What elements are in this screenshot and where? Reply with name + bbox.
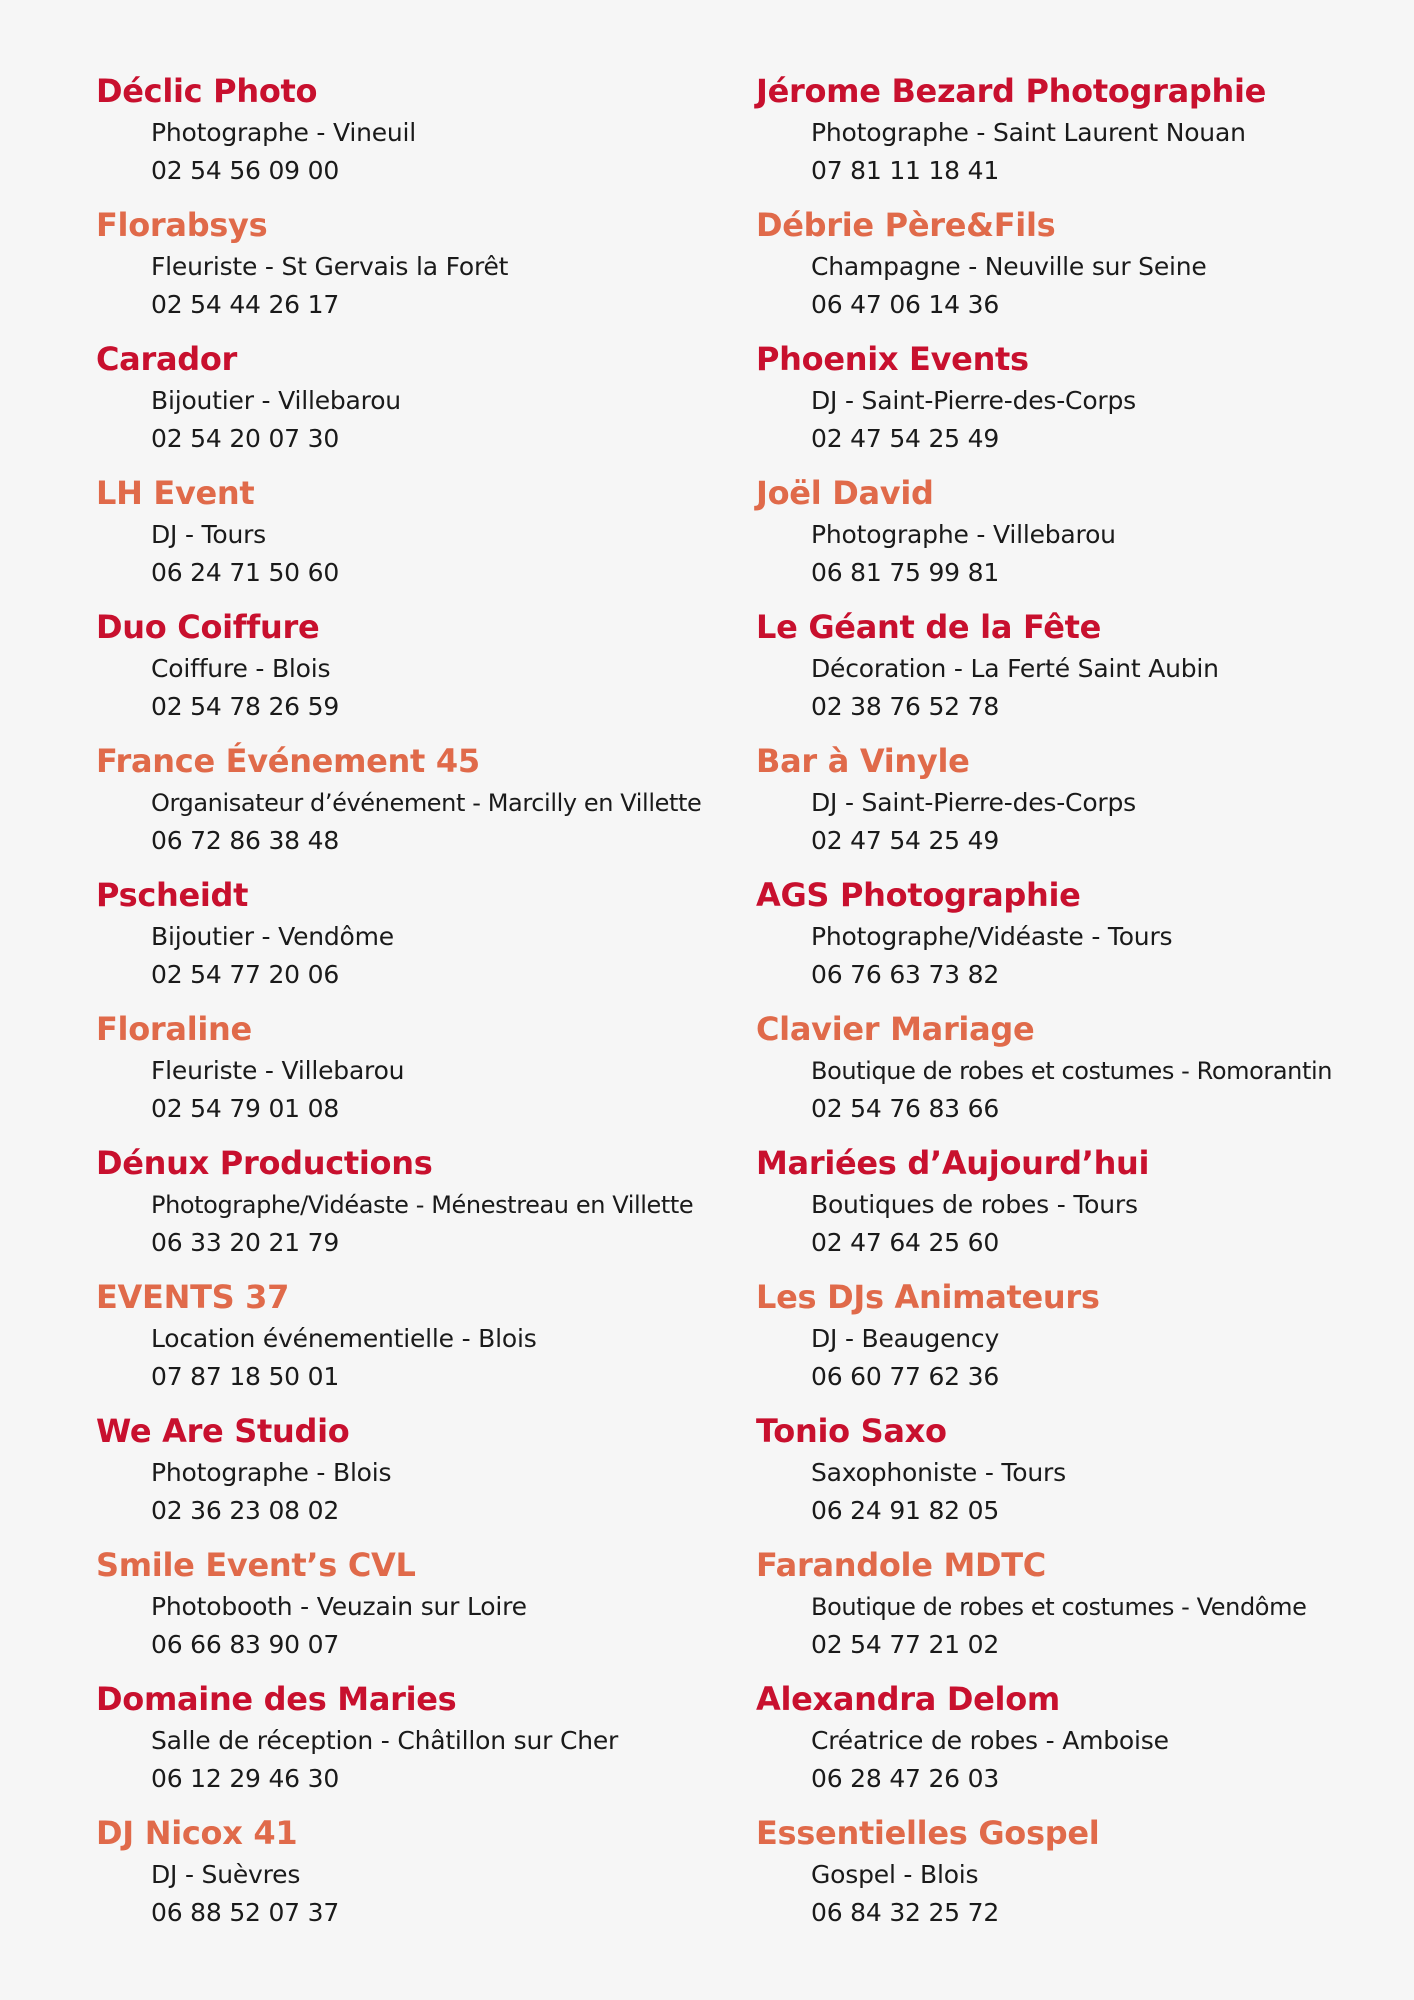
vendor-description: Bijoutier - Villebarou [151,386,401,415]
vendor-name: LH Event [96,474,255,512]
vendor-name: Florabsys [96,206,268,244]
vendor-description: Fleuriste - Villebarou [151,1056,405,1085]
vendor-entry [756,336,1396,470]
left-column [96,68,746,1944]
vendor-phone: 06 24 91 82 05 [811,1496,1000,1525]
vendor-entry [96,738,746,872]
vendor-name: We Are Studio [96,1412,350,1450]
vendor-description: Saxophoniste - Tours [811,1458,1066,1487]
vendor-entry [96,1810,746,1944]
right-column [756,68,1396,1944]
vendor-phone: 06 81 75 99 81 [811,558,1000,587]
vendor-name: Débrie Père&Fils [756,206,1056,244]
vendor-entry [96,68,746,202]
vendor-description: Boutique de robes et costumes - Romorantin [811,1057,1333,1085]
vendor-name: Tonio Saxo [756,1412,947,1450]
vendor-entry [96,202,746,336]
vendor-phone: 02 54 44 26 17 [151,290,340,319]
vendor-entry [756,1274,1396,1408]
vendor-phone: 02 47 64 25 60 [811,1228,1000,1257]
vendor-name: Carador [96,340,238,378]
vendor-description: Coiffure - Blois [151,654,331,683]
vendor-name: Smile Event’s CVL [96,1546,416,1584]
vendor-description: DJ - Saint-Pierre-des-Corps [811,386,1136,415]
vendor-phone: 02 54 78 26 59 [151,692,340,721]
vendor-description: Créatrice de robes - Amboise [811,1726,1169,1755]
vendor-name: Clavier Mariage [756,1010,1035,1048]
vendor-phone: 06 33 20 21 79 [151,1228,340,1257]
vendor-description: DJ - Tours [151,520,267,549]
vendor-entry [756,470,1396,604]
vendor-description: DJ - Suèvres [151,1860,301,1889]
vendor-description: Photographe - Blois [151,1458,392,1487]
vendor-description: DJ - Saint-Pierre-des-Corps [811,788,1136,817]
vendor-description: Fleuriste - St Gervais la Forêt [151,252,509,281]
vendor-description: Photographe/Vidéaste - Ménestreau en Villette [151,1191,694,1219]
vendor-phone: 07 87 18 50 01 [151,1362,340,1391]
vendor-phone: 02 54 79 01 08 [151,1094,340,1123]
vendor-phone: 06 72 86 38 48 [151,826,340,855]
vendor-name: Jérome Bezard Photographie [756,72,1267,110]
vendor-entry [96,1274,746,1408]
vendor-description: Bijoutier - Vendôme [151,922,394,951]
vendor-description: DJ - Beaugency [811,1324,1000,1353]
vendor-description: Salle de réception - Châtillon sur Cher [151,1726,619,1755]
vendor-entry [756,1006,1396,1140]
vendor-name: Joël David [756,474,934,512]
vendor-description: Photographe - Vineuil [151,118,417,147]
vendor-entry [96,1140,746,1274]
vendor-phone: 02 38 76 52 78 [811,692,1000,721]
vendor-phone: 06 24 71 50 60 [151,558,340,587]
vendor-phone: 02 54 76 83 66 [811,1094,1000,1123]
vendor-entry [96,1676,746,1810]
vendor-name: Dénux Productions [96,1144,433,1182]
vendor-entry [756,1810,1396,1944]
vendor-name: Phoenix Events [756,340,1029,378]
vendor-phone: 02 54 20 07 30 [151,424,340,453]
vendor-phone: 02 47 54 25 49 [811,826,1000,855]
vendor-entry [756,1542,1396,1676]
vendor-name: Déclic Photo [96,72,318,110]
vendor-entry [756,738,1396,872]
vendor-entry [756,872,1396,1006]
vendor-entry [756,202,1396,336]
vendor-name: Farandole MDTC [756,1546,1046,1584]
vendor-entry [96,1542,746,1676]
vendor-description: Décoration - La Ferté Saint Aubin [811,654,1219,683]
vendor-phone: 06 66 83 90 07 [151,1630,340,1659]
vendor-description: Photobooth - Veuzain sur Loire [151,1592,527,1621]
vendor-name: France Événement 45 [96,742,480,780]
vendor-name: Mariées d’Aujourd’hui [756,1144,1150,1182]
vendor-phone: 06 84 32 25 72 [811,1898,1000,1927]
vendor-phone: 06 88 52 07 37 [151,1898,340,1927]
vendor-name: AGS Photographie [756,876,1081,914]
vendor-description: Boutiques de robes - Tours [811,1190,1138,1219]
vendor-phone: 06 12 29 46 30 [151,1764,340,1793]
vendor-description: Champagne - Neuville sur Seine [811,252,1207,281]
vendor-description: Gospel - Blois [811,1860,979,1889]
vendor-description: Photographe - Villebarou [811,520,1116,549]
vendor-phone: 02 54 56 09 00 [151,156,340,185]
vendor-phone: 06 60 77 62 36 [811,1362,1000,1391]
vendor-phone: 02 47 54 25 49 [811,424,1000,453]
vendor-phone: 02 54 77 21 02 [811,1630,1000,1659]
vendor-entry [96,1006,746,1140]
vendor-phone: 06 28 47 26 03 [811,1764,1000,1793]
vendor-phone: 06 47 06 14 36 [811,290,1000,319]
vendor-name: Bar à Vinyle [756,742,970,780]
vendor-name: Les DJs Animateurs [756,1278,1100,1316]
vendor-phone: 06 76 63 73 82 [811,960,1000,989]
vendor-entry [96,1408,746,1542]
vendor-entry [756,1676,1396,1810]
vendor-name: Le Géant de la Fête [756,608,1102,646]
vendor-entry [756,1408,1396,1542]
vendor-phone: 07 81 11 18 41 [811,156,1000,185]
vendor-entry [756,1140,1396,1274]
vendor-phone: 02 36 23 08 02 [151,1496,340,1525]
vendor-name: EVENTS 37 [96,1278,290,1316]
vendor-description: Location événementielle - Blois [151,1324,537,1353]
vendor-name: Domaine des Maries [96,1680,457,1718]
vendor-entry [96,336,746,470]
vendor-name: Pscheidt [96,876,249,914]
vendor-name: Floraline [96,1010,252,1048]
vendor-entry [96,470,746,604]
vendor-entry [96,872,746,1006]
vendor-description: Boutique de robes et costumes - Vendôme [811,1593,1307,1621]
vendor-description: Organisateur d’événement - Marcilly en Villette [151,789,702,817]
vendor-name: Duo Coiffure [96,608,320,646]
vendor-entry [96,604,746,738]
vendor-description: Photographe/Vidéaste - Tours [811,922,1173,951]
vendor-name: Essentielles Gospel [756,1814,1100,1852]
vendor-entry [756,68,1396,202]
vendor-name: Alexandra Delom [756,1680,1060,1718]
vendor-phone: 02 54 77 20 06 [151,960,340,989]
vendor-name: DJ Nicox 41 [96,1814,298,1852]
vendor-description: Photographe - Saint Laurent Nouan [811,118,1246,147]
vendor-entry [756,604,1396,738]
